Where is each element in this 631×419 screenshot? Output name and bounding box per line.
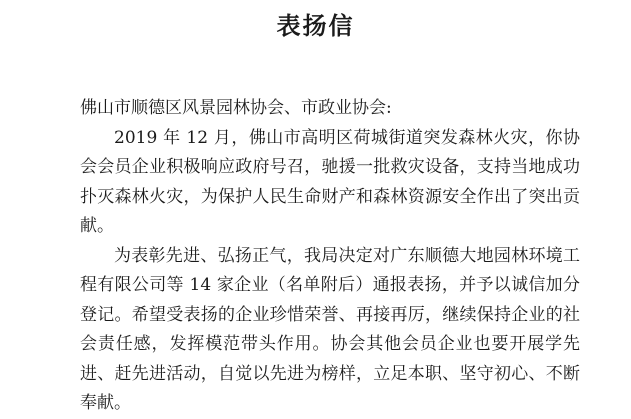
letter-body: [80, 94, 580, 419]
document-title: 表扬信: [276, 12, 355, 40]
paragraph-fire-relief: 2019 年 12 月，佛山市高明区荷城街道突发森林火灾，你协会会员企业积极响应政府号召，驰援一批救灾设备，支持当地成功扑灭森林火灾，为保护人民生命财产和森林资源安全作出了突出贡献。: [80, 127, 580, 236]
salutation: 佛山市顺德区风景园林协会、市政业协会:: [80, 98, 392, 118]
paragraph-commendation: 为表彰先进、弘扬正气，我局决定对广东顺德大地园林环境工程有限公司等 14 家企业（名单附后）通报表扬，并予以诚信加分登记。希望受表扬的企业珍惜荣誉、再接再厉，继续保持企业的社会责任感，发挥模范带头作用。协会其他会员企业也要开展学先进、赶先进活动，自觉以先进为榜样，立足本职、坚守初心、不断奉献。: [80, 245, 580, 413]
